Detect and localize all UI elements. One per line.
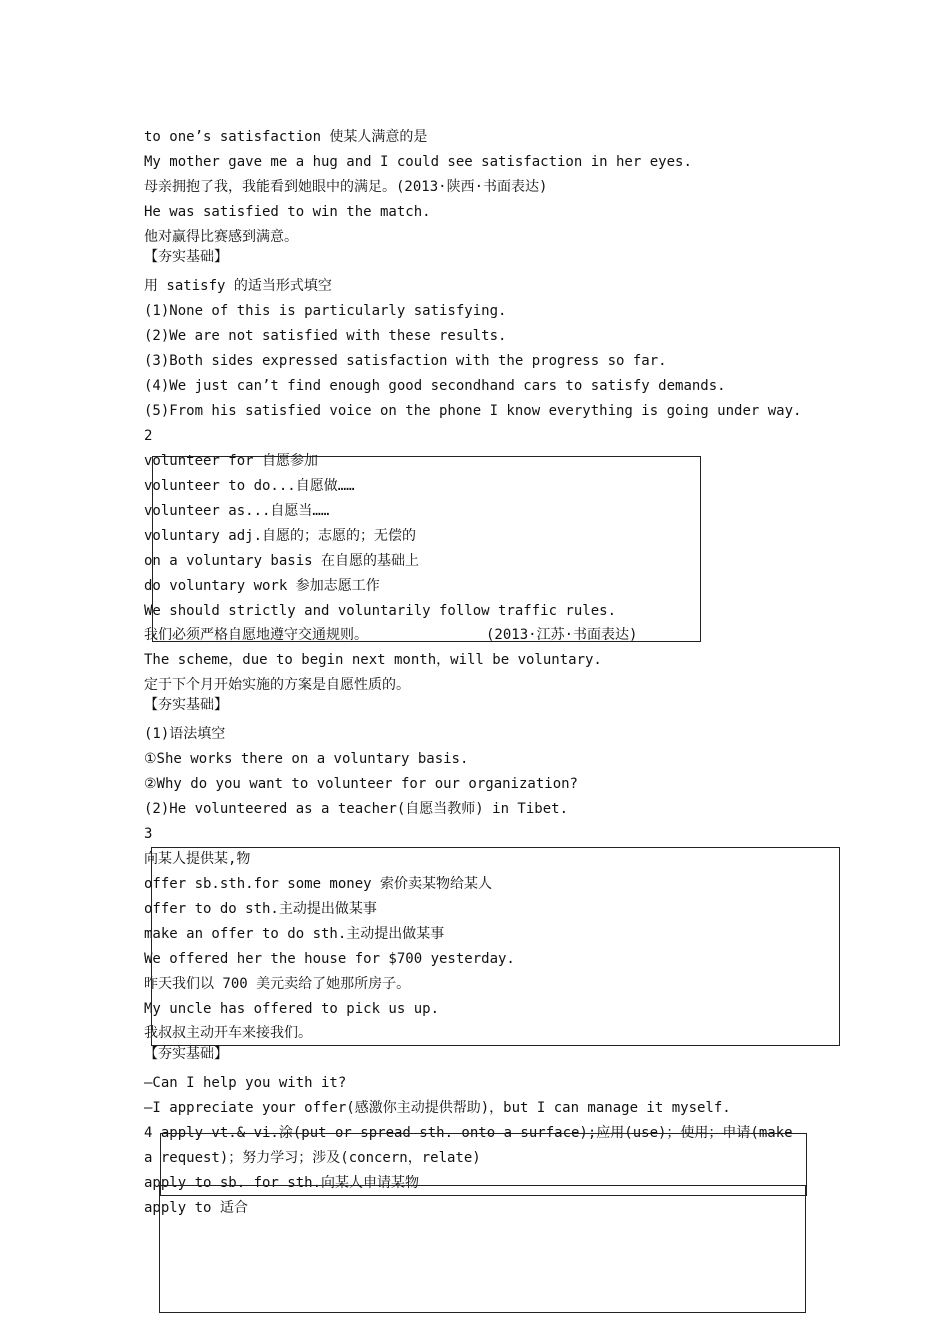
text-line: (1)None of this is particularly satisfying. — [144, 303, 507, 319]
text-line: —Can I help you with it? — [144, 1075, 347, 1091]
text-line: We offered her the house for $700 yesterday. — [144, 951, 515, 967]
section-number: 2 — [144, 428, 153, 444]
text-line: My uncle has offered to pick us up. — [144, 1001, 440, 1017]
text-line: 昨天我们以 700 美元卖给了她那所房子。 — [144, 976, 411, 992]
frame-box-offer — [151, 847, 840, 1046]
text-line: do voluntary work 参加志愿工作 — [144, 578, 380, 594]
text-line: 向某人提供某,物 — [144, 851, 251, 867]
text-line: 用 satisfy 的适当形式填空 — [144, 278, 332, 294]
text-line: 我叔叔主动开车来接我们。 — [144, 1025, 312, 1041]
section-number: 3 — [144, 826, 153, 842]
text-line: (3)Both sides expressed satisfaction with the progress so far. — [144, 353, 667, 369]
text-line: We should strictly and voluntarily follow traffic rules. — [144, 603, 617, 619]
text-line: a request)；努力学习；涉及(concern，relate) — [144, 1150, 481, 1166]
text-line: volunteer as...自愿当…… — [144, 503, 330, 519]
text-line: volunteer for 自愿参加 — [144, 453, 319, 469]
text-line: 母亲拥抱了我，我能看到她眼中的满足。(2013·陕西·书面表达) — [144, 179, 548, 195]
text-line: (5)From his satisfied voice on the phone I know everything is going under way. — [144, 403, 802, 419]
text-line: 我们必须严格自愿地遵守交通规则。 (2013·江苏·书面表达) — [144, 627, 638, 643]
text-line: He was satisfied to win the match. — [144, 204, 431, 220]
text-line: (1)语法填空 — [144, 726, 226, 742]
text-line: The scheme，due to begin next month，will be voluntary. — [144, 652, 602, 668]
text-line: to one’s satisfaction 使某人满意的是 — [144, 129, 428, 145]
text-line: (2)He volunteered as a teacher(自愿当教师) in Tibet. — [144, 801, 569, 817]
text-line: My mother gave me a hug and I could see satisfaction in her eyes. — [144, 154, 692, 170]
text-line: 4 apply vt.& vi.涂(put or spread sth. onto a surface);应用(use)；使用；申请(make — [144, 1125, 793, 1141]
section-heading: 【夯实基础】 — [144, 1046, 228, 1062]
text-line: offer to do sth.主动提出做某事 — [144, 901, 377, 917]
text-line: —I appreciate your offer(感激你主动提供帮助)，but I can manage it myself. — [144, 1100, 731, 1116]
text-line: 他对赢得比赛感到满意。 — [144, 229, 298, 245]
text-line: voluntary adj.自愿的；志愿的；无偿的 — [144, 528, 417, 544]
text-line: on a voluntary basis 在自愿的基础上 — [144, 553, 420, 569]
text-line: offer sb.sth.for some money 索价卖某物给某人 — [144, 876, 493, 892]
text-line: volunteer to do...自愿做…… — [144, 478, 355, 494]
frame-box-volunteer — [152, 456, 701, 642]
frame-box-apply-lower — [159, 1185, 806, 1313]
text-line: ①She works there on a voluntary basis. — [144, 751, 469, 767]
text-line: (2)We are not satisfied with these results. — [144, 328, 507, 344]
text-line: ②Why do you want to volunteer for our organization? — [144, 776, 578, 792]
text-line: apply to sb. for sth.向某人申请某物 — [144, 1175, 420, 1191]
text-line: apply to 适合 — [144, 1200, 248, 1216]
section-heading: 【夯实基础】 — [144, 249, 228, 265]
section-heading: 【夯实基础】 — [144, 697, 228, 713]
text-line: 定于下个月开始实施的方案是自愿性质的。 — [144, 677, 410, 693]
text-line: make an offer to do sth.主动提出做某事 — [144, 926, 445, 942]
text-line: (4)We just can’t find enough good secondhand cars to satisfy demands. — [144, 378, 726, 394]
